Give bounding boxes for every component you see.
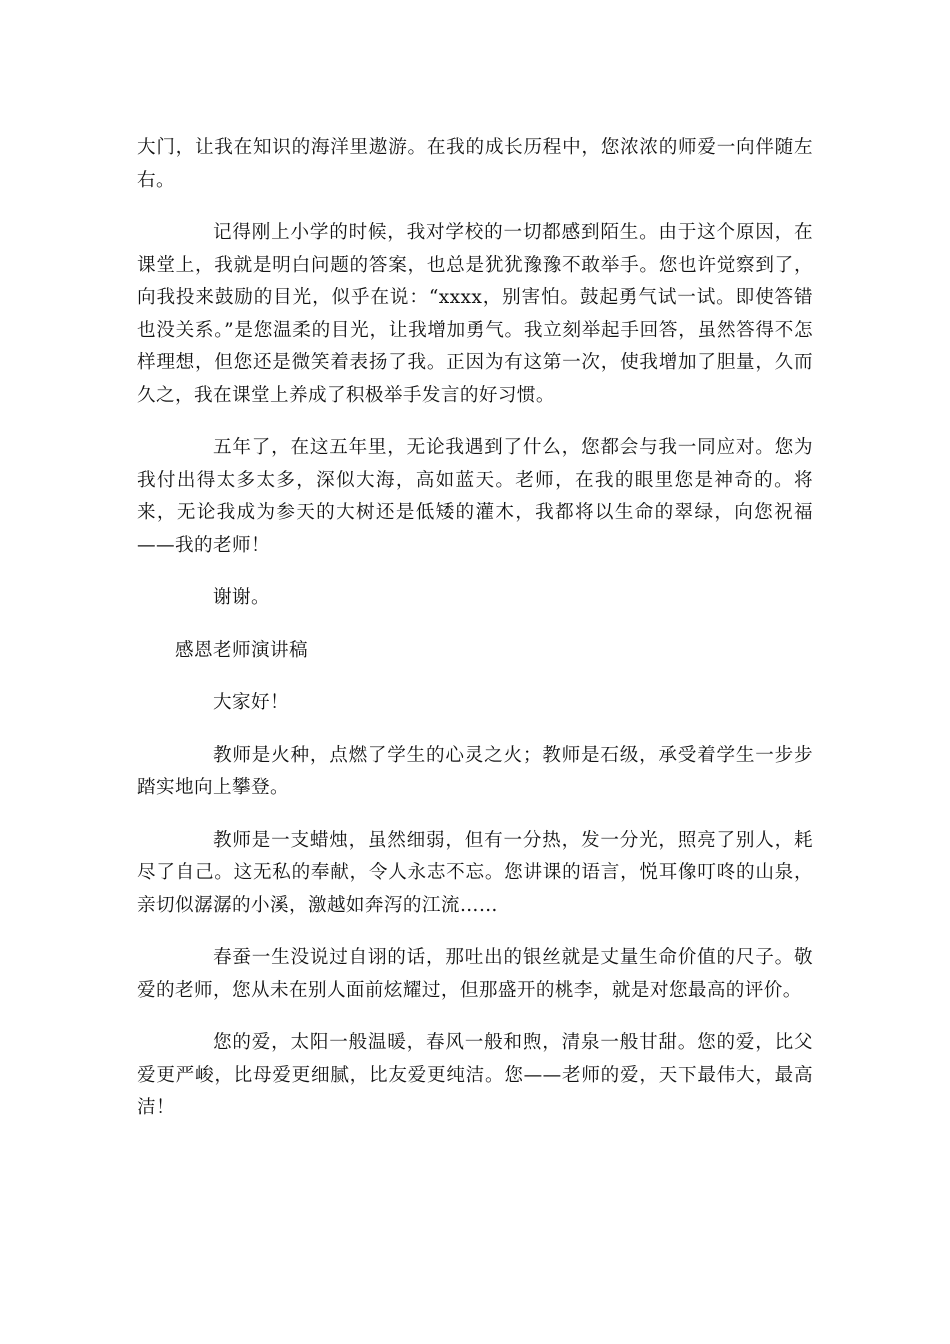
paragraph-teacher-love: 您的爱，太阳一般温暖，春风一般和煦，清泉一般甘甜。您的爱，比父爱更严峻，比母爱更细腻，比友爱更纯洁。您——老师的爱，天下最伟大，最高洁！ [137, 1032, 813, 1118]
paragraph-teacher-candle: 教师是一支蜡烛，虽然细弱，但有一分热，发一分光，照亮了别人，耗尽了自己。这无私的奉献，令人永志不忘。您讲课的语言，悦耳像叮咚的山泉，亲切似潺潺的小溪，激越如奔泻的江流…… [137, 829, 813, 916]
paragraph-first-day-memory: 记得刚上小学的时候，我对学校的一切都感到陌生。由于这个原因，在课堂上，我就是明白问题的答案，也总是犹犹豫豫不敢举手。您也许觉察到了，向我投来鼓励的目光，似乎在说：“xxxx，别害怕。鼓起勇气试一试。即使答错也没关系。”是您温柔的目光，让我增加勇气。我立刻举起手回答，虽然答得不怎样理想，但您还是微笑着表扬了我。正因为有这第一次，使我增加了胆量，久而久之，我在课堂上养成了积极举手发言的好习惯。 [137, 222, 813, 406]
paragraph-continuation: 大门，让我在知识的海洋里遨游。在我的成长历程中，您浓浓的师爱一向伴随左右。 [137, 137, 813, 191]
paragraph-thanks: 谢谢。 [213, 587, 270, 608]
document-body [137, 132, 813, 1145]
speech-title: 感恩老师演讲稿 [175, 639, 308, 661]
paragraph-greeting: 大家好！ [213, 692, 289, 713]
paragraph-silkworm: 春蚕一生没说过自诩的话，那吐出的银丝就是丈量生命价值的尺子。敬爱的老师，您从未在别人面前炫耀过，但那盛开的桃李，就是对您最高的评价。 [137, 947, 813, 1001]
paragraph-five-years: 五年了，在这五年里，无论我遇到了什么，您都会与我一同应对。您为我付出得太多太多，深似大海，高如蓝天。老师，在我的眼里您是神奇的。将来，无论我成为参天的大树还是低矮的灌木，我都将以生命的翠绿，向您祝福——我的老师！ [137, 437, 813, 556]
paragraph-teacher-fire: 教师是火种，点燃了学生的心灵之火；教师是石级，承受着学生一步步踏实地向上攀登。 [137, 744, 813, 798]
